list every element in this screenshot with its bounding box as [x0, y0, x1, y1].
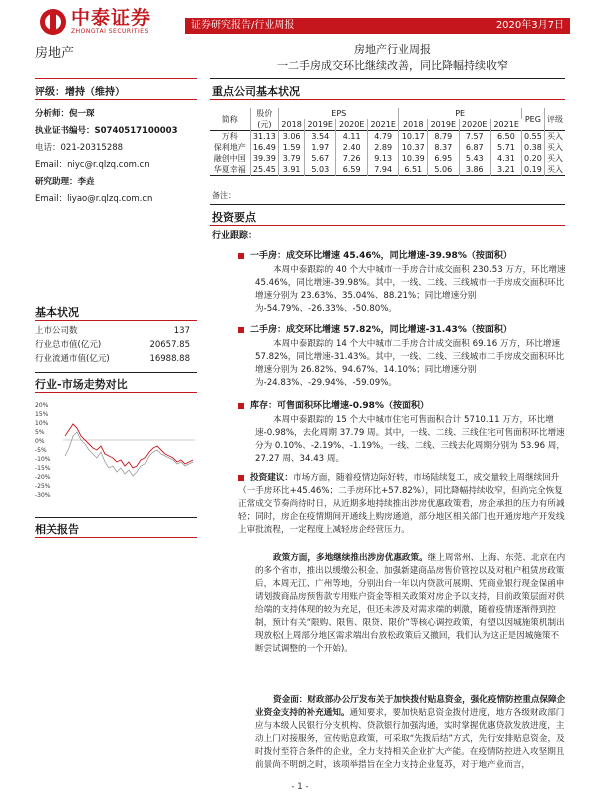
y-tick: 10% — [35, 420, 49, 427]
table-header: 评级 — [546, 114, 563, 124]
y-tick: -15% — [35, 465, 51, 472]
report-category: 证券研究报告/行业周报 — [191, 20, 295, 31]
table-header: 简称 — [210, 108, 250, 131]
section-heading: 库存：可售面积环比增速-0.98%（按面积） — [238, 398, 566, 411]
divider — [35, 99, 197, 100]
basics-row: 行业流通市值(亿元) 16988.88 — [35, 354, 190, 364]
y-tick: -20% — [35, 474, 51, 481]
table-header: PE — [399, 108, 521, 119]
divider — [35, 537, 197, 538]
bullet-icon — [238, 253, 244, 259]
section-body: 本周中泰跟踪的 14 个大中城市二手房合计成交面积 69.16 万方，环比增速 57.82%，同比增速-31.43%。其中，一线、二线、三线城市二手房成交面积环比增速分别为 26.82%、94.67%、14.10%；同比增速分别为-24.83%、-29.94%、-59.09%。 — [255, 339, 565, 388]
y-tick: -25% — [35, 483, 51, 490]
trend-title: 行业-市场走势对比 — [35, 378, 128, 391]
sector-line — [65, 424, 193, 468]
table-row: 万科 31.13 3.06 3.54 4.11 4.79 10.17 8.79 7.57 6.50 0.55 买入 — [210, 131, 565, 143]
section-heading: 一手房：成交环比增速 45.46%，同比增速-39.98%（按面积） — [238, 248, 566, 261]
divider — [35, 320, 197, 321]
tracking-label: 行业跟踪： — [212, 231, 258, 241]
summary-title: 投资要点 — [212, 211, 256, 224]
table-row: 华夏幸福 25.45 3.91 5.03 6.59 7.94 6.51 5.06 3.86 3.21 0.19 买入 — [210, 164, 565, 176]
table-header: 2020E — [336, 119, 367, 131]
table-header: 股价 — [250, 108, 279, 119]
sector-name: 房地产 — [35, 46, 75, 61]
basics-title: 基本状况 — [35, 306, 79, 319]
y-tick: -30% — [35, 492, 51, 499]
analyst-name: 分析师：倪一琛 — [35, 109, 95, 119]
y-tick: 0% — [35, 438, 45, 445]
table-header: 2019E — [428, 119, 459, 131]
y-ticks — [35, 402, 51, 499]
y-tick: 5% — [35, 429, 45, 436]
table-header: 2021E — [367, 119, 398, 131]
companies-table — [210, 108, 565, 176]
section-body: 本周中泰跟踪的 40 个大中城市一手房合计成交面积 230.53 万方，环比增速 45.46%，同比增速-39.98%。其中，一线、二线、三线城市一手房成交面积环比增速分别为 23.63%、35.04%、88.21%；同比增速分别为-54.79%、-26.33%、-50.80%。 — [255, 265, 566, 314]
bullet-icon — [238, 327, 244, 333]
table-header-row — [210, 119, 565, 131]
related-title: 相关报告 — [35, 523, 79, 536]
logo-text-en: ZHONGTAI SECURITIES — [71, 28, 149, 35]
y-tick: -10% — [35, 456, 51, 463]
table-header: PEG — [521, 108, 544, 131]
y-tick: 20% — [35, 402, 49, 409]
policy-paragraph: 政策方面，多地继续推出涉房优惠政策。继上周常州、上海、东莞、北京在内的多个省市，推出以缓缴公积金、加强新建商品房售价管控以及对租户租赁房政策后，本周无江、广州等地，分别出台一年以内贷款可展期、凭商业银行现金保函申请划拨商品房预售款专用账户资金等相关政策对房企予以支持，目前政策层面对供给端的支持体现的较为充足，但还未涉及对需求端的刺激，随着疫情逐渐得到控制，预计有关“限购、限售、限贷、限价”等核心调控政策，有望以因城施策机制出现放松(上周部分地区需求端出台放松政策后又撤回，我们认为这正是因城施策不断尝试调整的一个开始)。 — [255, 553, 566, 654]
divider — [210, 204, 565, 205]
section-heading: 二手房：成交环比增速 57.82%，同比增速-31.43%（按面积） — [238, 322, 566, 335]
company-logo — [40, 8, 151, 35]
investment-advice: 投资建议：市场方面，随着疫情边际好转，市场陆续复工，成交量较上周继续回升（一手房环比+45.46%；二手房环比+57.82%），同比降幅持续收窄，但尚完全恢复正常成交节奏尚待时日，从近期多地持续推出涉房优惠政策看，房企承担的压力有所减轻；同时，房企在疫情期间开通线上购房通道，部分地区相关部门也开通房地产开发线上审批流程，一定程度上减轻房企经营压力。 — [238, 473, 565, 535]
table-header: 2018 — [399, 119, 428, 131]
funding-paragraph: 资金面：财政部办公厅发布关于加快拨付贴息资金，强化疫情防控重点保障企业资金支持的补充通知。通知要求，要加快贴息资金拨付进度，地方各级财政部门应与本级人民银行分支机构、贷款银行加强沟通，实时掌握优惠贷款发放进度，主动上门对接服务，宣传贴息政策，可采取“先拨后结”方式，先行安排贴息资金，及时拨付至符合条件的企业，全力支持相关企业扩大产能。在疫情防控进入攻坚期且前景尚不明朗之时，该项举措旨在全力支持企业复苏，对于地产业而言， — [255, 695, 566, 770]
table-header: 2018 — [279, 119, 305, 131]
basics-row: 行业总市值(亿元) 20657.85 — [35, 340, 190, 350]
y-tick: -5% — [35, 447, 47, 454]
divider — [210, 99, 565, 100]
table-header: EPS — [279, 108, 399, 119]
table-note: 备注： — [212, 191, 236, 200]
zhongtai-logo-icon — [40, 9, 66, 35]
table-header: 2019E — [305, 119, 336, 131]
assistant-email[interactable]: Email：liyao@r.qlzq.com.cn — [35, 194, 153, 204]
table-header: 2020E — [459, 119, 490, 131]
table-row: 保利地产 16.49 1.59 1.97 2.40 2.89 10.37 8.37 6.87 5.71 0.38 买入 — [210, 142, 565, 153]
report-title: 房地产行业周报 — [354, 43, 431, 56]
divider — [35, 372, 197, 373]
divider — [35, 392, 197, 393]
basics-table — [35, 324, 190, 366]
basics-row: 上市公司数 137 — [35, 326, 190, 336]
divider — [210, 78, 565, 79]
rating: 评级：增持（维持） — [35, 87, 125, 98]
page-number: - 1 - — [291, 782, 309, 792]
table-header: (元) — [250, 119, 279, 131]
report-date: 2020年3月7日 — [495, 20, 564, 31]
table-header: 2021E — [493, 120, 519, 129]
table-header-row — [210, 108, 565, 119]
analyst-cert: 执业证书编号：S0740517100003 — [35, 126, 178, 136]
header-bar — [185, 18, 570, 34]
section-body: 本周中泰跟踪的 15 个大中城市住宅可售面积合计 5710.11 万方，环比增速-0.98%，去化周期 37.79 周。其中，一线、二线、三线住宅可售面积环比增速分为 0.10%、-2.19%、-1.19%。一线、二线、三线去化周期分别为 53.96 周，27.27 周、34.43 周。 — [255, 415, 565, 464]
bullet-icon — [238, 403, 244, 409]
logo-text-cn: 中泰证券 — [71, 7, 152, 29]
assistant-name: 研究助理：李垚 — [35, 177, 95, 187]
analyst-phone: 电话：021-20315288 — [35, 143, 124, 153]
analyst-info — [35, 106, 178, 208]
bullet-icon — [238, 475, 244, 481]
trend-chart — [35, 396, 200, 512]
report-subtitle: 一二手房成交环比继续改善，同比降幅持续收窄 — [277, 59, 508, 72]
divider — [35, 517, 197, 518]
y-tick: 15% — [35, 411, 49, 418]
divider — [35, 78, 197, 79]
table-row: 融创中国 39.39 3.79 5.67 7.26 9.13 10.39 6.95 5.43 4.31 0.20 买入 — [210, 153, 565, 164]
companies-title: 重点公司基本状况 — [212, 85, 300, 98]
divider — [210, 225, 565, 226]
analyst-email[interactable]: Email：niyc@r.qlzq.com.cn — [35, 160, 150, 170]
